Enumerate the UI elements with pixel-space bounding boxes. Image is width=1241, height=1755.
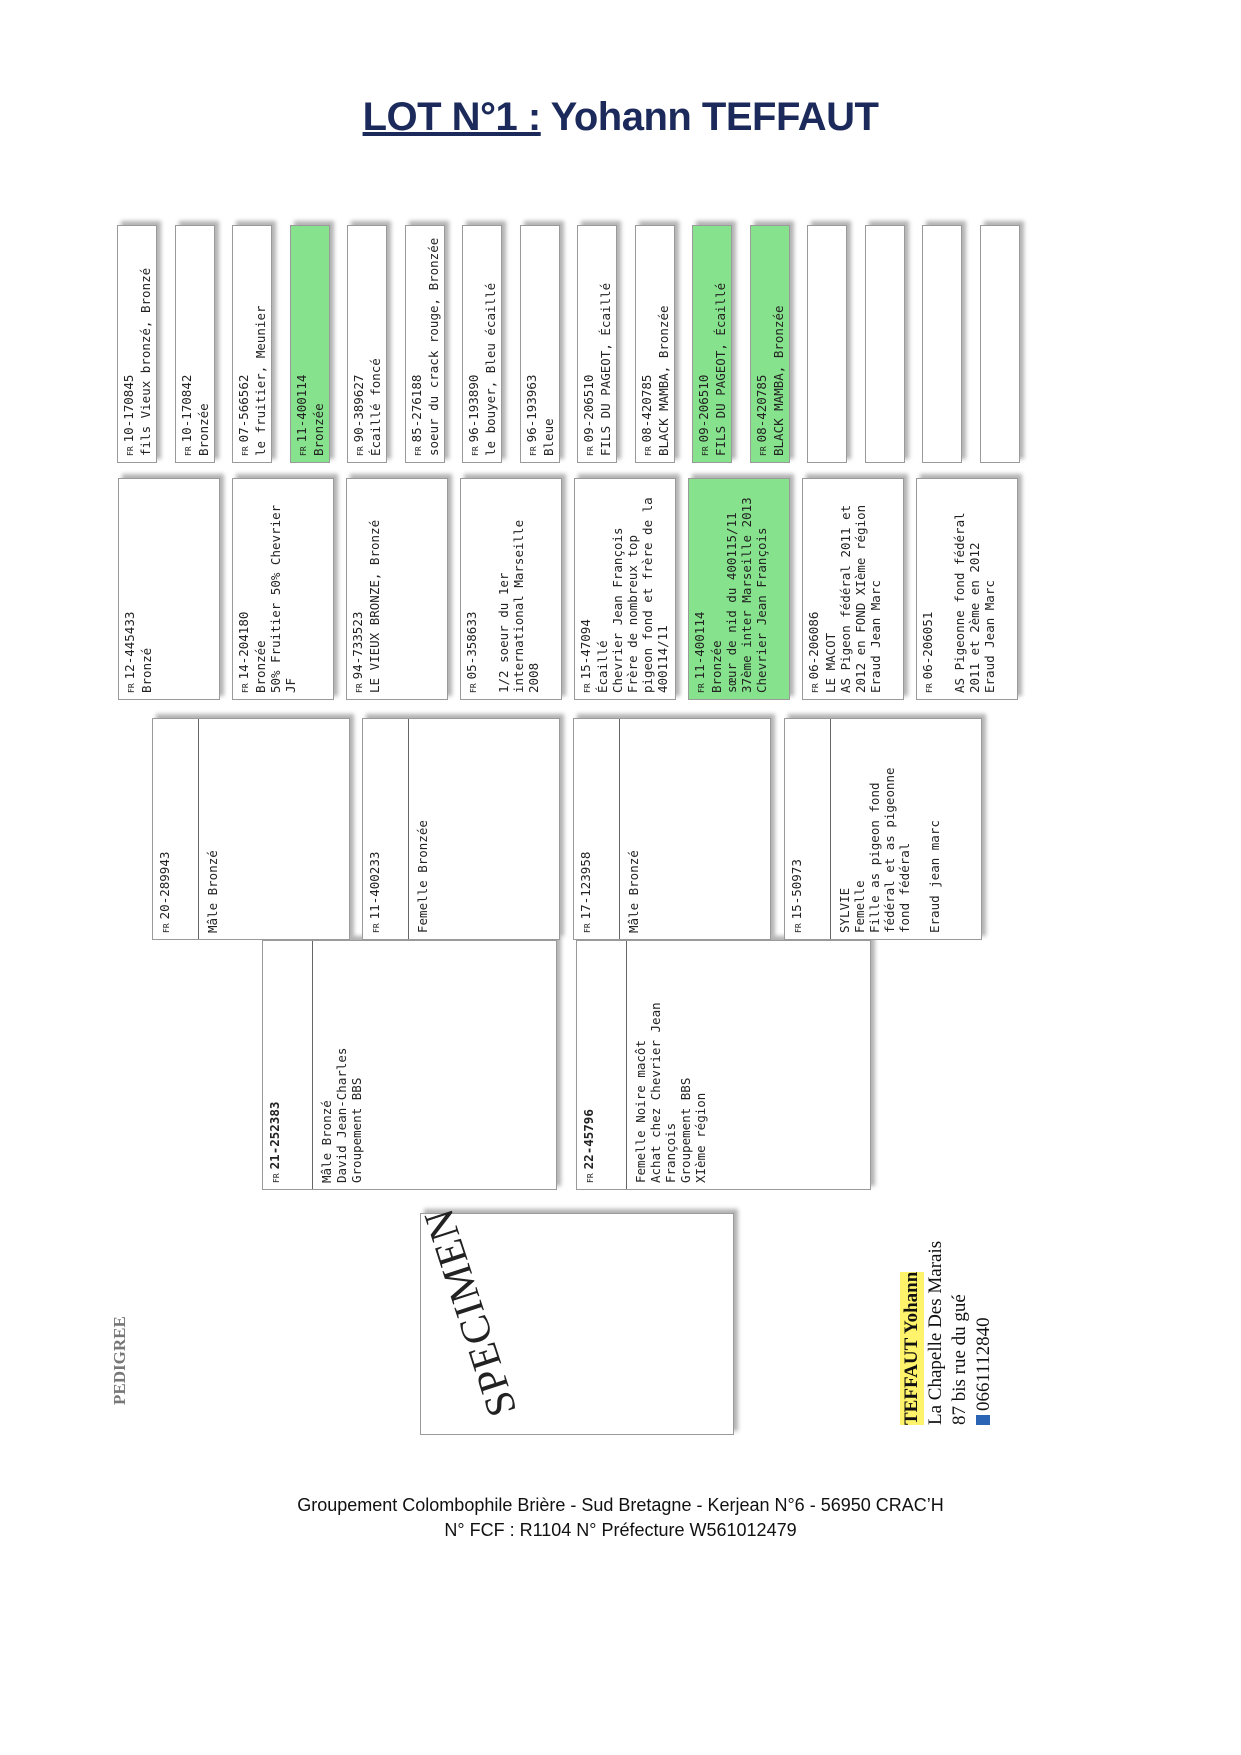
pedigree-card-gen4 bbox=[405, 225, 445, 463]
card-line: 2011 et 2ème en 2012 bbox=[967, 542, 982, 693]
card-line: le fruitier, Meunier bbox=[253, 305, 268, 456]
card-line: Femelle bbox=[852, 880, 867, 933]
pedigree-card-gen3 bbox=[346, 478, 448, 700]
ring-number: 11-400114 bbox=[293, 374, 309, 443]
country-code: FR bbox=[272, 1173, 281, 1183]
card-header bbox=[581, 947, 598, 1183]
card-divider bbox=[808, 719, 831, 939]
card-line: Eraud jean marc bbox=[927, 820, 942, 933]
pedigree-card-gen4 bbox=[922, 225, 962, 463]
pedigree-card-gen3 bbox=[232, 478, 334, 700]
card-line: 2008 bbox=[526, 662, 541, 693]
country-code: FR bbox=[528, 446, 538, 456]
pedigree-card-gen3 bbox=[688, 478, 790, 700]
ring-number: 96-193963 bbox=[523, 374, 539, 443]
card-header bbox=[179, 232, 196, 456]
ring-number: 15-50973 bbox=[789, 859, 804, 920]
card-line: Mâle Bronzé bbox=[626, 850, 641, 933]
card-divider bbox=[600, 941, 627, 1189]
card-header bbox=[236, 232, 253, 456]
card-header bbox=[294, 232, 311, 456]
owner-phone: 0661112840 bbox=[973, 1317, 994, 1411]
card-header bbox=[409, 232, 426, 456]
card-header bbox=[350, 485, 367, 693]
ring-number: 10-170842 bbox=[178, 374, 194, 443]
country-code: FR bbox=[183, 446, 193, 456]
card-divider bbox=[286, 941, 313, 1189]
card-line: 400114/11 bbox=[655, 625, 670, 693]
pedigree-card-gen1 bbox=[576, 940, 871, 1190]
card-line: Écaillé foncé bbox=[368, 358, 383, 456]
phone-icon bbox=[976, 1415, 990, 1425]
card-line: AS Pigeonne fond fédéral bbox=[952, 512, 967, 693]
country-code: FR bbox=[241, 683, 250, 693]
card-line: BLACK MAMBA, Bronzée bbox=[655, 305, 671, 456]
country-code: FR bbox=[586, 1173, 595, 1183]
card-header bbox=[869, 232, 886, 456]
card-header bbox=[464, 485, 481, 693]
pedigree-card-gen3 bbox=[460, 478, 562, 700]
ring-number: 14-204180 bbox=[236, 611, 251, 680]
country-code: FR bbox=[355, 683, 364, 693]
country-code: FR bbox=[298, 446, 308, 456]
card-line: Bronzée bbox=[253, 640, 268, 693]
ring-number: 06-206086 bbox=[806, 611, 821, 680]
ring-number: 08-420785 bbox=[753, 374, 769, 443]
pedigree-card-gen2 bbox=[573, 718, 771, 940]
card-line: 50% Fruitier 50% Chevrier bbox=[268, 504, 283, 693]
pedigree-card-gen2 bbox=[784, 718, 982, 940]
card-line: AS Pigeon fédéral 2011 et bbox=[838, 504, 853, 693]
pedigree-card-gen4 bbox=[980, 225, 1020, 463]
pedigree-card-gen4 bbox=[807, 225, 847, 463]
card-header bbox=[692, 485, 709, 693]
pedigree-card-gen4 bbox=[865, 225, 905, 463]
ring-number: 12-445433 bbox=[122, 611, 137, 680]
ring-number: 07-566562 bbox=[236, 374, 251, 443]
card-line: JF bbox=[283, 677, 298, 693]
specimen-photo-box bbox=[415, 1202, 734, 1435]
owner-locality: La Chapelle Des Marais bbox=[925, 1240, 946, 1425]
card-divider bbox=[597, 719, 620, 939]
card-header bbox=[267, 947, 284, 1183]
card-line: Groupement BBS bbox=[349, 1077, 364, 1183]
country-code: FR bbox=[162, 923, 171, 933]
card-header bbox=[524, 232, 541, 456]
pedigree-card-gen4 bbox=[347, 225, 387, 463]
card-header bbox=[236, 485, 253, 693]
card-line: Bronzé bbox=[139, 647, 154, 693]
card-line: le bouyer, Bleu écaillé bbox=[483, 282, 498, 456]
country-code: FR bbox=[811, 683, 820, 693]
card-line: BLACK MAMBA, Bronzée bbox=[770, 305, 786, 456]
pedigree-card-gen4 bbox=[520, 225, 560, 463]
card-divider bbox=[386, 719, 409, 939]
pedigree-card-gen4 bbox=[232, 225, 272, 463]
pedigree-card-gen3 bbox=[118, 478, 220, 700]
card-header bbox=[157, 725, 174, 933]
ring-number: 85-276188 bbox=[408, 374, 424, 443]
card-line: Achat chez Chevrier Jean bbox=[648, 1002, 663, 1183]
card-line: Eraud Jean Marc bbox=[868, 580, 883, 693]
specimen-watermark: SPECIMEN bbox=[415, 1202, 527, 1422]
country-code: FR bbox=[586, 446, 595, 456]
card-divider bbox=[176, 719, 199, 939]
card-line: Groupement BBS bbox=[678, 1077, 693, 1183]
pedigree-card-gen3 bbox=[916, 478, 1018, 700]
ring-number: 22-45796 bbox=[581, 1109, 596, 1170]
card-header bbox=[754, 232, 771, 456]
card-line: Écaillé bbox=[595, 640, 610, 693]
card-line: LE MACOT bbox=[823, 632, 838, 693]
card-line bbox=[912, 725, 927, 933]
card-header bbox=[578, 725, 595, 933]
ring-number: 10-170845 bbox=[121, 374, 136, 443]
card-line: pigeon fond et frère de la bbox=[640, 497, 655, 693]
card-header bbox=[811, 232, 828, 456]
card-header bbox=[122, 485, 139, 693]
card-line: Mâle Bronzé bbox=[205, 850, 220, 933]
card-line: Bronzée bbox=[310, 403, 326, 456]
ring-number: 08-420785 bbox=[638, 374, 654, 443]
card-header bbox=[696, 232, 713, 456]
card-header bbox=[351, 232, 368, 456]
card-line: Femelle Bronzée bbox=[415, 820, 430, 933]
card-line bbox=[937, 485, 952, 693]
pedigree-card-gen4 bbox=[290, 225, 330, 463]
country-code: FR bbox=[643, 446, 653, 456]
card-line: David Jean-Charles bbox=[334, 1047, 349, 1183]
card-header bbox=[984, 232, 1001, 456]
card-line: SYLVIE bbox=[837, 887, 852, 933]
pedigree-card-gen4 bbox=[750, 225, 790, 463]
card-line: international Marseille bbox=[511, 519, 526, 693]
card-line: 2012 en FOND XIème région bbox=[853, 504, 868, 693]
pedigree-card-gen4 bbox=[462, 225, 502, 463]
country-code: FR bbox=[126, 446, 135, 456]
card-line: Eraud Jean Marc bbox=[982, 580, 997, 693]
ring-number: 09-206510 bbox=[581, 374, 596, 443]
country-code: FR bbox=[583, 923, 592, 933]
country-code: FR bbox=[758, 446, 768, 456]
card-line: Chevrier Jean François bbox=[610, 527, 625, 693]
card-line: Fille as pigeon fond bbox=[867, 782, 882, 933]
card-line: Bronzée bbox=[709, 640, 724, 693]
card-line: fils Vieux bronzé, Bronzé bbox=[138, 267, 153, 456]
ring-number: 21-252383 bbox=[267, 1101, 282, 1170]
card-header bbox=[367, 725, 384, 933]
card-header bbox=[920, 485, 937, 693]
card-header bbox=[578, 485, 595, 693]
card-line: Frère de nombreux top bbox=[625, 534, 640, 693]
card-line bbox=[481, 485, 496, 693]
card-header bbox=[466, 232, 483, 456]
card-header bbox=[639, 232, 656, 456]
footer-line-1: Groupement Colombophile Brière - Sud Bretagne - Kerjean N°6 - 56950 CRAC’H bbox=[297, 1495, 944, 1515]
ring-number: 11-400233 bbox=[367, 851, 382, 920]
ring-number: 15-47094 bbox=[578, 619, 593, 680]
card-line: XIème région bbox=[693, 1092, 708, 1183]
card-line: FILS DU PAGEOT, Écaillé bbox=[598, 282, 613, 456]
ring-number: 20-289943 bbox=[157, 851, 172, 920]
ring-number: 06-206051 bbox=[920, 611, 935, 680]
country-code: FR bbox=[127, 683, 136, 693]
card-line: 1/2 soeur du 1er bbox=[496, 572, 511, 693]
owner-contact bbox=[900, 1125, 996, 1425]
pedigree-card-gen4 bbox=[577, 225, 617, 463]
card-line: Mâle Bronzé bbox=[319, 1100, 334, 1183]
card-line: fond fédéral bbox=[897, 842, 912, 933]
card-line: FILS DU PAGEOT, Écaillé bbox=[713, 282, 728, 456]
page-title bbox=[0, 95, 1241, 140]
ring-number: 17-123958 bbox=[578, 851, 593, 920]
card-line: Bleue bbox=[540, 418, 556, 456]
pedigree-card-gen4 bbox=[117, 225, 157, 463]
country-code: FR bbox=[241, 446, 250, 456]
pedigree-card-gen3 bbox=[574, 478, 676, 700]
card-header bbox=[789, 725, 806, 933]
card-line: Femelle Noire macôt bbox=[633, 1040, 648, 1183]
country-code: FR bbox=[471, 446, 480, 456]
card-line: LE VIEUX BRONZE, Bronzé bbox=[367, 519, 382, 693]
country-code: FR bbox=[794, 923, 803, 933]
card-line: 37ème inter Marseille 2013 bbox=[739, 497, 754, 693]
owner-address: 87 bis rue du gué bbox=[949, 1294, 970, 1425]
pedigree-card-gen1 bbox=[262, 940, 557, 1190]
owner-name: TEFFAUT Yohann bbox=[901, 1271, 922, 1425]
ring-number: 96-193890 bbox=[466, 374, 481, 443]
card-line: Chevrier Jean François bbox=[754, 527, 769, 693]
pedigree-chart bbox=[110, 205, 1110, 1605]
pedigree-card-gen4 bbox=[692, 225, 732, 463]
ring-number: 94-733523 bbox=[350, 611, 365, 680]
country-code: FR bbox=[697, 683, 706, 693]
country-code: FR bbox=[583, 683, 592, 693]
country-code: FR bbox=[701, 446, 710, 456]
card-header bbox=[121, 232, 138, 456]
card-line: fédéral et as pigeonne bbox=[882, 767, 897, 933]
card-line: Bronzée bbox=[195, 403, 211, 456]
pedigree-card-gen3 bbox=[802, 478, 904, 700]
country-code: FR bbox=[413, 446, 423, 456]
country-code: FR bbox=[469, 683, 478, 693]
ring-number: 90-389627 bbox=[351, 374, 366, 443]
pedigree-card-gen4 bbox=[635, 225, 675, 463]
ring-number: 11-400114 bbox=[692, 611, 707, 680]
card-line: sœur de nid du 400115/11 bbox=[724, 512, 739, 693]
footer-line-2: N° FCF : R1104 N° Préfecture W561012479 bbox=[444, 1520, 797, 1540]
card-header bbox=[581, 232, 598, 456]
ring-number: 05-358633 bbox=[464, 611, 479, 680]
card-line: François bbox=[663, 1122, 678, 1183]
card-header bbox=[926, 232, 943, 456]
pedigree-card-gen4 bbox=[175, 225, 215, 463]
country-code: FR bbox=[372, 923, 381, 933]
ring-number: 09-206510 bbox=[696, 374, 711, 443]
pedigree-card-gen2 bbox=[362, 718, 560, 940]
card-line: soeur du crack rouge, Bronzée bbox=[425, 237, 441, 456]
pedigree-label: PEDIGREE bbox=[110, 1316, 129, 1405]
card-header bbox=[806, 485, 823, 693]
lot-number: LOT N°1 : bbox=[362, 95, 541, 139]
lot-owner-name: Yohann TEFFAUT bbox=[540, 95, 879, 139]
pedigree-card-gen2 bbox=[152, 718, 350, 940]
country-code: FR bbox=[925, 683, 934, 693]
country-code: FR bbox=[356, 446, 365, 456]
